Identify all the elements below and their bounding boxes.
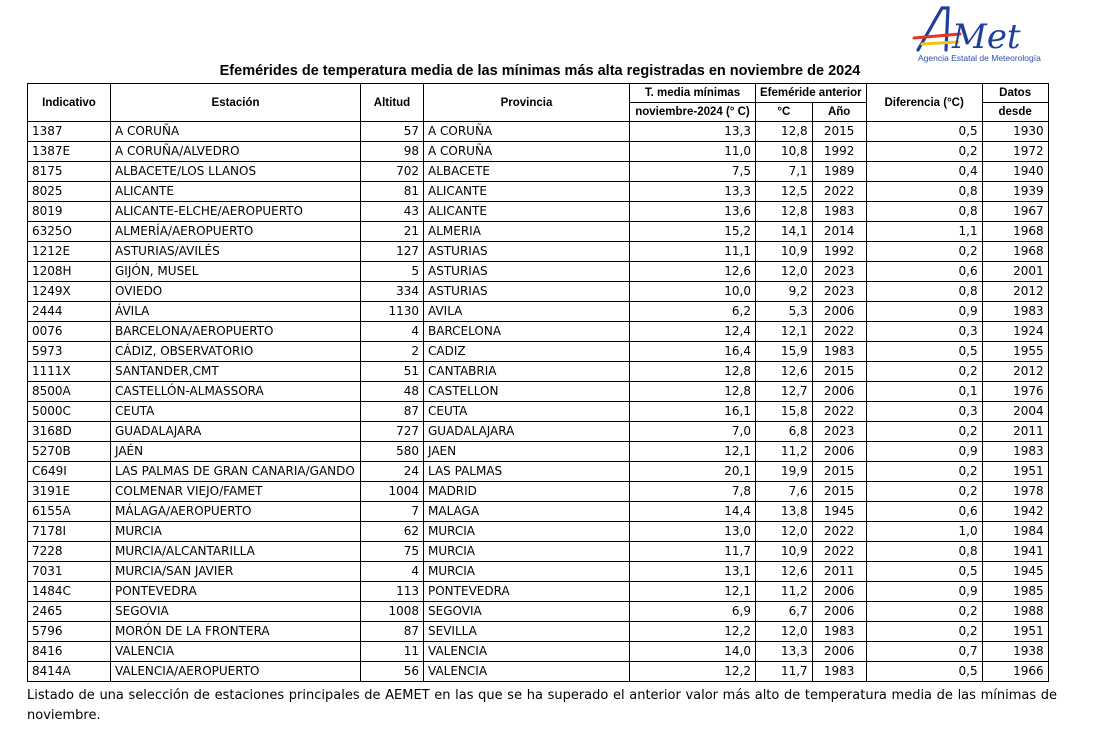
efemeride-ano-cell: 1983 <box>812 662 866 682</box>
datos-desde-cell: 1983 <box>982 302 1048 322</box>
indicativo-cell: 5973 <box>28 342 111 362</box>
altitud-cell: 702 <box>361 162 424 182</box>
table-row <box>28 242 1049 262</box>
tmedia-cell: 7,5 <box>630 162 756 182</box>
datos-desde-cell: 1924 <box>982 322 1048 342</box>
tmedia-cell: 7,0 <box>630 422 756 442</box>
datos-desde-cell: 1945 <box>982 562 1048 582</box>
altitud-cell: 127 <box>361 242 424 262</box>
table-row <box>28 422 1049 442</box>
datos-desde-cell: 1940 <box>982 162 1048 182</box>
tmedia-cell: 12,1 <box>630 582 756 602</box>
estacion-cell: ALICANTE <box>111 182 361 202</box>
diferencia-cell: 0,2 <box>866 602 982 622</box>
col-header-efemeride-c: °C <box>756 103 813 122</box>
efemeride-c-cell: 7,1 <box>756 162 813 182</box>
provincia-cell: SEVILLA <box>424 622 630 642</box>
datos-desde-cell: 2001 <box>982 262 1048 282</box>
efemeride-c-cell: 10,9 <box>756 242 813 262</box>
table-row <box>28 142 1049 162</box>
altitud-cell: 334 <box>361 282 424 302</box>
tmedia-cell: 12,6 <box>630 262 756 282</box>
col-header-diferencia: Diferencia (°C) <box>866 84 982 122</box>
datos-desde-cell: 2012 <box>982 362 1048 382</box>
provincia-cell: SEGOVIA <box>424 602 630 622</box>
altitud-cell: 43 <box>361 202 424 222</box>
table-row <box>28 182 1049 202</box>
table-row <box>28 642 1049 662</box>
estacion-cell: CEUTA <box>111 402 361 422</box>
table-row <box>28 282 1049 302</box>
efemeride-c-cell: 5,3 <box>756 302 813 322</box>
provincia-cell: MURCIA <box>424 562 630 582</box>
indicativo-cell: 3191E <box>28 482 111 502</box>
datos-desde-cell: 2012 <box>982 282 1048 302</box>
indicativo-cell: 1484C <box>28 582 111 602</box>
provincia-cell: GUADALAJARA <box>424 422 630 442</box>
table-row <box>28 502 1049 522</box>
diferencia-cell: 0,3 <box>866 402 982 422</box>
datos-desde-cell: 2011 <box>982 422 1048 442</box>
provincia-cell: ASTURIAS <box>424 282 630 302</box>
indicativo-cell: 7228 <box>28 542 111 562</box>
datos-desde-cell: 1984 <box>982 522 1048 542</box>
efemeride-c-cell: 12,7 <box>756 382 813 402</box>
altitud-cell: 21 <box>361 222 424 242</box>
altitud-cell: 4 <box>361 322 424 342</box>
estacion-cell: MURCIA/SAN JAVIER <box>111 562 361 582</box>
diferencia-cell: 0,8 <box>866 542 982 562</box>
indicativo-cell: 8025 <box>28 182 111 202</box>
col-header-datos-line1: Datos <box>982 84 1048 103</box>
table-row <box>28 442 1049 462</box>
provincia-cell: ALBACETE <box>424 162 630 182</box>
provincia-cell: CADIZ <box>424 342 630 362</box>
table-row <box>28 522 1049 542</box>
provincia-cell: ALICANTE <box>424 182 630 202</box>
indicativo-cell: 8019 <box>28 202 111 222</box>
table-row <box>28 202 1049 222</box>
tmedia-cell: 12,8 <box>630 382 756 402</box>
diferencia-cell: 0,2 <box>866 482 982 502</box>
table-row <box>28 462 1049 482</box>
efemeride-c-cell: 12,1 <box>756 322 813 342</box>
altitud-cell: 727 <box>361 422 424 442</box>
tmedia-cell: 10,0 <box>630 282 756 302</box>
indicativo-cell: 1208H <box>28 262 111 282</box>
altitud-cell: 7 <box>361 502 424 522</box>
altitud-cell: 62 <box>361 522 424 542</box>
efemeride-ano-cell: 2015 <box>812 362 866 382</box>
diferencia-cell: 0,3 <box>866 322 982 342</box>
estacion-cell: OVIEDO <box>111 282 361 302</box>
col-header-tmedia-line2: noviembre-2024 (° C) <box>630 103 756 122</box>
efemeride-ano-cell: 2006 <box>812 382 866 402</box>
tmedia-cell: 13,0 <box>630 522 756 542</box>
indicativo-cell: 8414A <box>28 662 111 682</box>
datos-desde-cell: 1972 <box>982 142 1048 162</box>
col-header-efemeride: Efeméride anterior <box>756 84 867 103</box>
tmedia-cell: 6,9 <box>630 602 756 622</box>
col-header-datos-line2: desde <box>982 103 1048 122</box>
provincia-cell: PONTEVEDRA <box>424 582 630 602</box>
efemeride-ano-cell: 2023 <box>812 422 866 442</box>
efemeride-ano-cell: 2006 <box>812 602 866 622</box>
altitud-cell: 87 <box>361 622 424 642</box>
table-row <box>28 382 1049 402</box>
altitud-cell: 1004 <box>361 482 424 502</box>
tmedia-cell: 14,0 <box>630 642 756 662</box>
efemeride-c-cell: 12,8 <box>756 202 813 222</box>
efemeride-ano-cell: 2022 <box>812 522 866 542</box>
efemeride-ano-cell: 2015 <box>812 482 866 502</box>
efemeride-c-cell: 11,7 <box>756 662 813 682</box>
indicativo-cell: 1387 <box>28 122 111 142</box>
tmedia-cell: 15,2 <box>630 222 756 242</box>
col-header-efemeride-ano: Año <box>812 103 866 122</box>
efemeride-ano-cell: 2006 <box>812 582 866 602</box>
table-row <box>28 322 1049 342</box>
tmedia-cell: 12,4 <box>630 322 756 342</box>
efemeride-c-cell: 15,8 <box>756 402 813 422</box>
efemeride-c-cell: 12,6 <box>756 562 813 582</box>
efemeride-ano-cell: 2023 <box>812 282 866 302</box>
table-row <box>28 562 1049 582</box>
altitud-cell: 113 <box>361 582 424 602</box>
provincia-cell: A CORUÑA <box>424 142 630 162</box>
estacion-cell: ASTURIAS/AVILÉS <box>111 242 361 262</box>
efemeride-ano-cell: 2006 <box>812 302 866 322</box>
provincia-cell: CEUTA <box>424 402 630 422</box>
datos-desde-cell: 1985 <box>982 582 1048 602</box>
tmedia-cell: 11,7 <box>630 542 756 562</box>
efemeride-ano-cell: 2022 <box>812 322 866 342</box>
altitud-cell: 5 <box>361 262 424 282</box>
datos-desde-cell: 1939 <box>982 182 1048 202</box>
table-row <box>28 342 1049 362</box>
altitud-cell: 580 <box>361 442 424 462</box>
estacion-cell: VALENCIA <box>111 642 361 662</box>
indicativo-cell: 2465 <box>28 602 111 622</box>
indicativo-cell: 0076 <box>28 322 111 342</box>
efemeride-ano-cell: 2015 <box>812 462 866 482</box>
estacion-cell: MÁLAGA/AEROPUERTO <box>111 502 361 522</box>
provincia-cell: MURCIA <box>424 522 630 542</box>
tmedia-cell: 12,2 <box>630 622 756 642</box>
col-header-tmedia-line1: T. media mínimas <box>630 84 756 103</box>
tmedia-cell: 11,1 <box>630 242 756 262</box>
altitud-cell: 2 <box>361 342 424 362</box>
diferencia-cell: 0,9 <box>866 302 982 322</box>
indicativo-cell: 1212E <box>28 242 111 262</box>
efemeride-ano-cell: 2022 <box>812 182 866 202</box>
datos-desde-cell: 1968 <box>982 242 1048 262</box>
footnote: Listado de una selección de estaciones principales de AEMET en las que se ha superado el anterior valor más alto de temperatura media de las mínimas de noviembre. <box>27 688 1057 723</box>
efemeride-c-cell: 12,0 <box>756 622 813 642</box>
tmedia-cell: 12,1 <box>630 442 756 462</box>
page-title: Efemérides de temperatura media de las mínimas más alta registradas en noviembre de 2024 <box>219 63 861 79</box>
indicativo-cell: 5270B <box>28 442 111 462</box>
altitud-cell: 98 <box>361 142 424 162</box>
indicativo-cell: 3168D <box>28 422 111 442</box>
altitud-cell: 87 <box>361 402 424 422</box>
diferencia-cell: 1,0 <box>866 522 982 542</box>
efemeride-c-cell: 11,2 <box>756 442 813 462</box>
provincia-cell: AVILA <box>424 302 630 322</box>
table-row <box>28 262 1049 282</box>
tmedia-cell: 16,1 <box>630 402 756 422</box>
provincia-cell: MADRID <box>424 482 630 502</box>
estacion-cell: SANTANDER,CMT <box>111 362 361 382</box>
efemeride-ano-cell: 1992 <box>812 142 866 162</box>
table-row <box>28 542 1049 562</box>
provincia-cell: A CORUÑA <box>424 122 630 142</box>
efemeride-c-cell: 9,2 <box>756 282 813 302</box>
diferencia-cell: 0,2 <box>866 422 982 442</box>
indicativo-cell: 6325O <box>28 222 111 242</box>
efemeride-c-cell: 19,9 <box>756 462 813 482</box>
tmedia-cell: 20,1 <box>630 462 756 482</box>
diferencia-cell: 0,4 <box>866 162 982 182</box>
tmedia-cell: 14,4 <box>630 502 756 522</box>
efemeride-c-cell: 10,8 <box>756 142 813 162</box>
efemeride-c-cell: 12,0 <box>756 522 813 542</box>
diferencia-cell: 0,2 <box>866 462 982 482</box>
estacion-cell: JAÉN <box>111 442 361 462</box>
diferencia-cell: 0,5 <box>866 562 982 582</box>
altitud-cell: 1008 <box>361 602 424 622</box>
altitud-cell: 11 <box>361 642 424 662</box>
efemeride-ano-cell: 1989 <box>812 162 866 182</box>
diferencia-cell: 0,8 <box>866 282 982 302</box>
diferencia-cell: 0,8 <box>866 182 982 202</box>
provincia-cell: LAS PALMAS <box>424 462 630 482</box>
table-row <box>28 222 1049 242</box>
estacion-cell: GUADALAJARA <box>111 422 361 442</box>
efemeride-c-cell: 14,1 <box>756 222 813 242</box>
table-row <box>28 362 1049 382</box>
indicativo-cell: 2444 <box>28 302 111 322</box>
col-header-estacion: Estación <box>111 84 361 122</box>
efemeride-c-cell: 6,8 <box>756 422 813 442</box>
efemeride-c-cell: 12,8 <box>756 122 813 142</box>
tmedia-cell: 16,4 <box>630 342 756 362</box>
datos-desde-cell: 1966 <box>982 662 1048 682</box>
diferencia-cell: 0,9 <box>866 442 982 462</box>
provincia-cell: JAEN <box>424 442 630 462</box>
datos-desde-cell: 1951 <box>982 622 1048 642</box>
provincia-cell: CASTELLON <box>424 382 630 402</box>
indicativo-cell: 8500A <box>28 382 111 402</box>
efemeride-c-cell: 15,9 <box>756 342 813 362</box>
diferencia-cell: 0,5 <box>866 122 982 142</box>
diferencia-cell: 0,7 <box>866 642 982 662</box>
altitud-cell: 48 <box>361 382 424 402</box>
altitud-cell: 81 <box>361 182 424 202</box>
efemeride-ano-cell: 2023 <box>812 262 866 282</box>
efemerides-table <box>27 83 1049 682</box>
indicativo-cell: C649I <box>28 462 111 482</box>
tmedia-cell: 13,3 <box>630 122 756 142</box>
aemet-logo-subtitle: Agencia Estatal de Meteorología <box>918 53 1041 63</box>
estacion-cell: SEGOVIA <box>111 602 361 622</box>
table-row <box>28 662 1049 682</box>
efemeride-ano-cell: 2006 <box>812 642 866 662</box>
tmedia-cell: 11,0 <box>630 142 756 162</box>
estacion-cell: ALICANTE-ELCHE/AEROPUERTO <box>111 202 361 222</box>
altitud-cell: 24 <box>361 462 424 482</box>
datos-desde-cell: 1967 <box>982 202 1048 222</box>
tmedia-cell: 13,1 <box>630 562 756 582</box>
table-row <box>28 602 1049 622</box>
provincia-cell: CANTABRIA <box>424 362 630 382</box>
altitud-cell: 1130 <box>361 302 424 322</box>
col-header-provincia: Provincia <box>424 84 630 122</box>
estacion-cell: MORÓN DE LA FRONTERA <box>111 622 361 642</box>
svg-text:Met: Met <box>952 17 1021 57</box>
datos-desde-cell: 1976 <box>982 382 1048 402</box>
indicativo-cell: 1249X <box>28 282 111 302</box>
provincia-cell: ASTURIAS <box>424 242 630 262</box>
indicativo-cell: 7031 <box>28 562 111 582</box>
diferencia-cell: 0,1 <box>866 382 982 402</box>
provincia-cell: MURCIA <box>424 542 630 562</box>
efemeride-ano-cell: 2022 <box>812 402 866 422</box>
provincia-cell: ALICANTE <box>424 202 630 222</box>
estacion-cell: ALMERÍA/AEROPUERTO <box>111 222 361 242</box>
estacion-cell: A CORUÑA <box>111 122 361 142</box>
efemeride-c-cell: 13,3 <box>756 642 813 662</box>
efemeride-ano-cell: 1983 <box>812 342 866 362</box>
datos-desde-cell: 1941 <box>982 542 1048 562</box>
estacion-cell: VALENCIA/AEROPUERTO <box>111 662 361 682</box>
diferencia-cell: 0,8 <box>866 202 982 222</box>
efemeride-c-cell: 12,5 <box>756 182 813 202</box>
estacion-cell: GIJÓN, MUSEL <box>111 262 361 282</box>
table-row <box>28 622 1049 642</box>
table-row <box>28 402 1049 422</box>
diferencia-cell: 0,2 <box>866 142 982 162</box>
indicativo-cell: 8416 <box>28 642 111 662</box>
estacion-cell: MURCIA <box>111 522 361 542</box>
table-row <box>28 162 1049 182</box>
datos-desde-cell: 1955 <box>982 342 1048 362</box>
diferencia-cell: 0,2 <box>866 362 982 382</box>
efemeride-c-cell: 6,7 <box>756 602 813 622</box>
tmedia-cell: 12,8 <box>630 362 756 382</box>
datos-desde-cell: 1978 <box>982 482 1048 502</box>
diferencia-cell: 0,5 <box>866 662 982 682</box>
datos-desde-cell: 1930 <box>982 122 1048 142</box>
efemeride-c-cell: 10,9 <box>756 542 813 562</box>
diferencia-cell: 0,2 <box>866 622 982 642</box>
indicativo-cell: 6155A <box>28 502 111 522</box>
datos-desde-cell: 1968 <box>982 222 1048 242</box>
altitud-cell: 51 <box>361 362 424 382</box>
diferencia-cell: 0,9 <box>866 582 982 602</box>
estacion-cell: BARCELONA/AEROPUERTO <box>111 322 361 342</box>
diferencia-cell: 0,2 <box>866 242 982 262</box>
tmedia-cell: 6,2 <box>630 302 756 322</box>
provincia-cell: VALENCIA <box>424 662 630 682</box>
diferencia-cell: 1,1 <box>866 222 982 242</box>
efemeride-ano-cell: 1983 <box>812 622 866 642</box>
estacion-cell: COLMENAR VIEJO/FAMET <box>111 482 361 502</box>
provincia-cell: VALENCIA <box>424 642 630 662</box>
table-row <box>28 482 1049 502</box>
datos-desde-cell: 1942 <box>982 502 1048 522</box>
indicativo-cell: 5000C <box>28 402 111 422</box>
efemeride-ano-cell: 2022 <box>812 542 866 562</box>
estacion-cell: MURCIA/ALCANTARILLA <box>111 542 361 562</box>
datos-desde-cell: 2004 <box>982 402 1048 422</box>
efemeride-ano-cell: 2014 <box>812 222 866 242</box>
estacion-cell: LAS PALMAS DE GRAN CANARIA/GANDO <box>111 462 361 482</box>
estacion-cell: CASTELLÓN-ALMASSORA <box>111 382 361 402</box>
tmedia-cell: 13,6 <box>630 202 756 222</box>
datos-desde-cell: 1988 <box>982 602 1048 622</box>
provincia-cell: ASTURIAS <box>424 262 630 282</box>
col-header-altitud: Altitud <box>361 84 424 122</box>
altitud-cell: 4 <box>361 562 424 582</box>
diferencia-cell: 0,5 <box>866 342 982 362</box>
efemeride-ano-cell: 2006 <box>812 442 866 462</box>
datos-desde-cell: 1951 <box>982 462 1048 482</box>
estacion-cell: CÁDIZ, OBSERVATORIO <box>111 342 361 362</box>
datos-desde-cell: 1983 <box>982 442 1048 462</box>
indicativo-cell: 1111X <box>28 362 111 382</box>
efemeride-c-cell: 11,2 <box>756 582 813 602</box>
datos-desde-cell: 1938 <box>982 642 1048 662</box>
provincia-cell: BARCELONA <box>424 322 630 342</box>
estacion-cell: ALBACETE/LOS LLANOS <box>111 162 361 182</box>
altitud-cell: 56 <box>361 662 424 682</box>
table-row <box>28 122 1049 142</box>
estacion-cell: PONTEVEDRA <box>111 582 361 602</box>
efemeride-c-cell: 13,8 <box>756 502 813 522</box>
estacion-cell: ÁVILA <box>111 302 361 322</box>
efemeride-c-cell: 12,0 <box>756 262 813 282</box>
table-row <box>28 302 1049 322</box>
indicativo-cell: 5796 <box>28 622 111 642</box>
tmedia-cell: 7,8 <box>630 482 756 502</box>
indicativo-cell: 1387E <box>28 142 111 162</box>
diferencia-cell: 0,6 <box>866 262 982 282</box>
tmedia-cell: 13,3 <box>630 182 756 202</box>
efemeride-ano-cell: 1983 <box>812 202 866 222</box>
col-header-indicativo: Indicativo <box>28 84 111 122</box>
table-row <box>28 582 1049 602</box>
efemeride-ano-cell: 2015 <box>812 122 866 142</box>
altitud-cell: 57 <box>361 122 424 142</box>
efemeride-ano-cell: 1992 <box>812 242 866 262</box>
efemeride-c-cell: 12,6 <box>756 362 813 382</box>
estacion-cell: A CORUÑA/ALVEDRO <box>111 142 361 162</box>
altitud-cell: 75 <box>361 542 424 562</box>
provincia-cell: MALAGA <box>424 502 630 522</box>
indicativo-cell: 8175 <box>28 162 111 182</box>
efemeride-c-cell: 7,6 <box>756 482 813 502</box>
efemeride-ano-cell: 1945 <box>812 502 866 522</box>
tmedia-cell: 12,2 <box>630 662 756 682</box>
indicativo-cell: 7178I <box>28 522 111 542</box>
efemeride-ano-cell: 2011 <box>812 562 866 582</box>
provincia-cell: ALMERIA <box>424 222 630 242</box>
diferencia-cell: 0,6 <box>866 502 982 522</box>
